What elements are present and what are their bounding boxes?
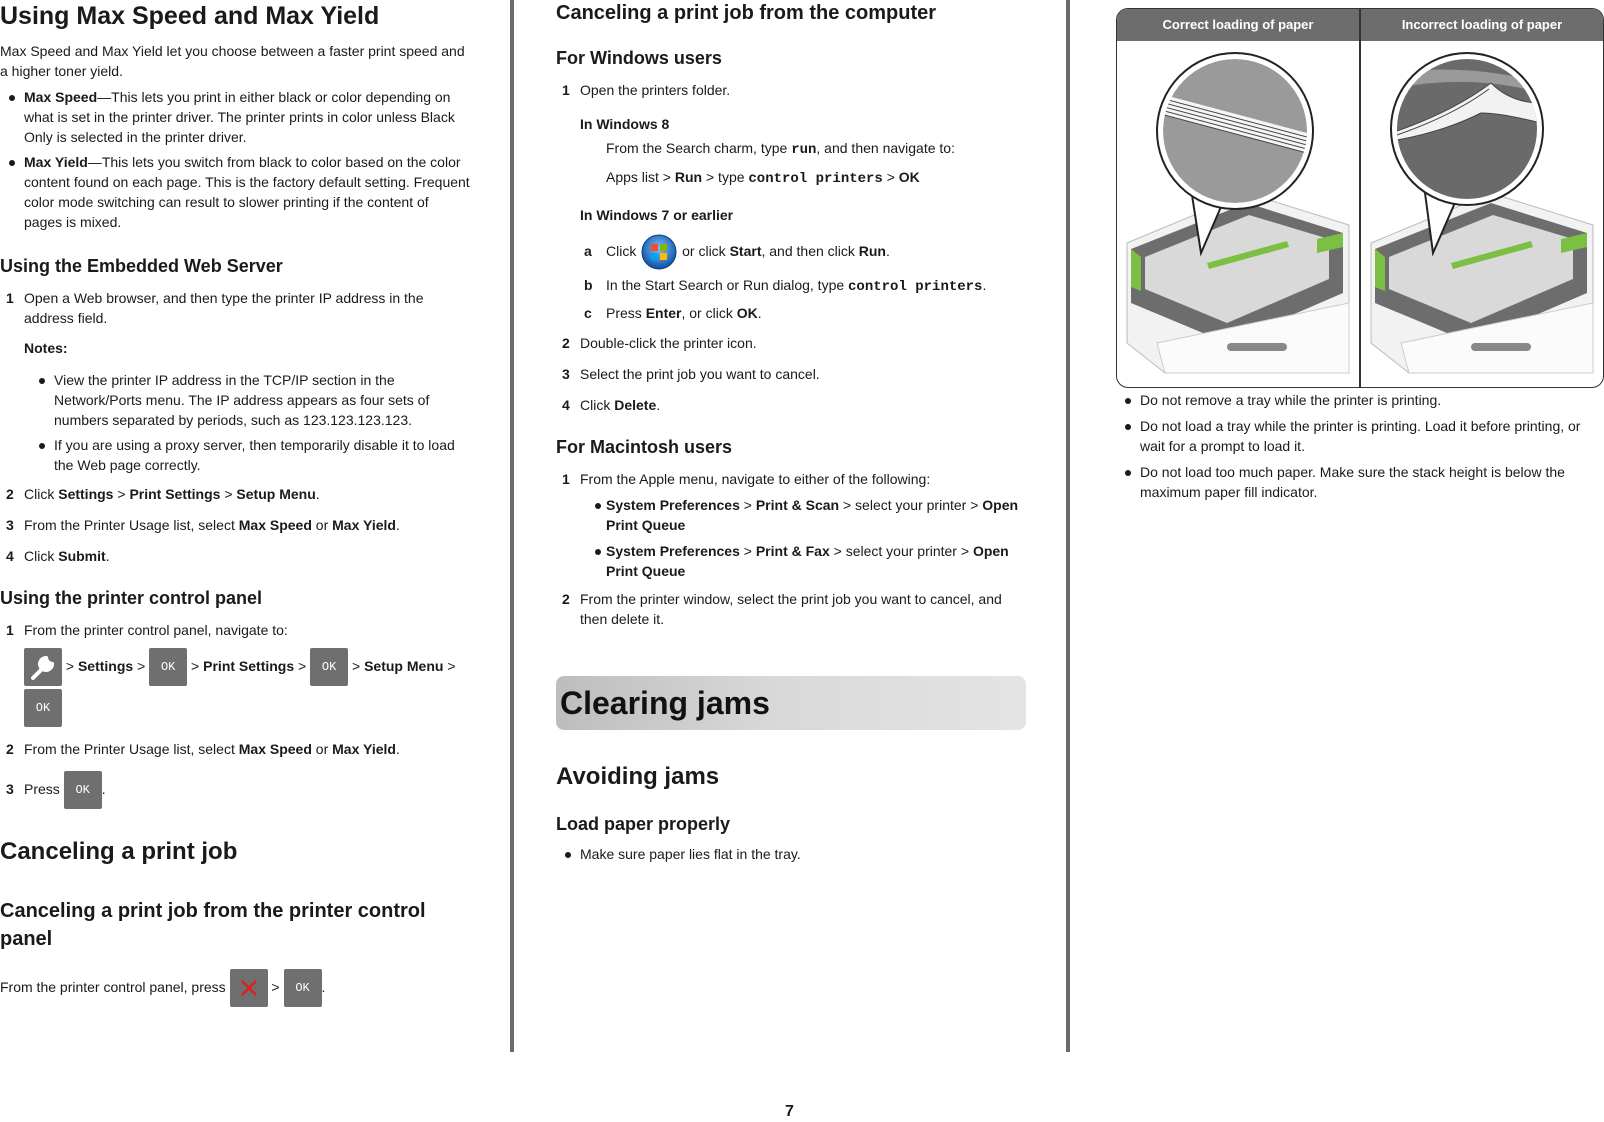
stop-x-icon: [230, 969, 268, 1007]
windows-7-label: In Windows 7 or earlier: [580, 207, 734, 223]
bullet-no-overfill: Do not load too much paper. Make sure the stack height is below the maximum paper fill indicator.: [1116, 462, 1586, 502]
bullet-paper-flat: Make sure paper lies flat in the tray.: [556, 844, 1026, 864]
ok-button-icon: OK: [310, 648, 348, 686]
bullet-no-load-tray: Do not load a tray while the printer is printing. Load it before printing, or wait for a prompt to load it.: [1116, 416, 1586, 456]
ews-step-3: 3 From the Printer Usage list, select Max Speed or Max Yield.: [6, 517, 400, 533]
windows-8-line-2: Apps list > Run > type control printers > OK: [606, 169, 920, 187]
win-step-3: 3 Select the print job you want to cancel.: [562, 366, 820, 383]
mac-step-2: 2 From the printer window, select the print job you want to cancel, and then delete it.: [562, 591, 1002, 628]
heading-max-speed-yield: Using Max Speed and Max Yield: [0, 2, 380, 30]
win-step-2: 2 Double-click the printer icon.: [562, 335, 757, 352]
win-step-1: 1 Open the printers folder.: [562, 82, 731, 98]
cp-nav-path: > Settings > OK > Print Settings > OK > Setup Menu > OK: [0, 646, 470, 727]
cancel-cp-text: From the printer control panel, press > OK .: [0, 967, 470, 1007]
intro-paragraph: Max Speed and Max Yield let you choose between a faster print speed and a higher toner yield.: [0, 43, 465, 79]
cp-step-2: 2 From the Printer Usage list, select Max Speed or Max Yield.: [6, 740, 400, 757]
bullet-max-yield: Max Yield—This lets you switch from black to color based on the color content found on each page. This is the factory default setting. Frequent color mode switching can result to slower printing if the content of pages is mixed.: [0, 152, 470, 232]
column-left: [0, 0, 470, 1007]
cp-step-1: 1 From the printer control panel, navigate to:: [6, 622, 288, 638]
heading-macintosh-users: For Macintosh users: [556, 437, 733, 458]
heading-cancel-from-computer: Canceling a print job from the computer: [556, 2, 937, 24]
note-2: If you are using a proxy server, then temporarily disable it to load the Web page correctly.: [0, 435, 470, 475]
heading-embedded-web-server: Using the Embedded Web Server: [0, 256, 283, 276]
ews-step-4: 4 Click Submit.: [6, 548, 110, 564]
wrench-icon: [24, 648, 62, 686]
ok-button-icon: OK: [284, 969, 322, 1007]
ews-step-2: 2 Click Settings > Print Settings > Setup Menu.: [6, 486, 320, 502]
section-banner-clearing-jams: Clearing jams: [556, 676, 1026, 730]
ok-button-icon: OK: [64, 771, 102, 809]
paper-loading-figure: [1116, 8, 1604, 388]
column-divider-left: [510, 0, 514, 1052]
note-1: View the printer IP address in the TCP/IP section in the Network/Ports menu. The IP address appears as four sets of numbers separated by periods, such as 123.123.123.123.: [0, 370, 470, 430]
page-number: 7: [785, 1103, 794, 1120]
mac-step-1: 1 From the Apple menu, navigate to either of the following:: [562, 471, 931, 488]
ews-step-1: 1 Open a Web browser, and then type the printer IP address in the address field.: [6, 290, 424, 326]
windows-8-line-1: From the Search charm, type run, and then navigate to:: [606, 140, 955, 158]
windows-8-label: In Windows 8: [580, 116, 670, 132]
incorrect-loading-illustration: [1361, 43, 1603, 387]
win7-step-a: a Click or click Start, and then click Run.: [556, 231, 1026, 271]
bullet-no-remove-tray: Do not remove a tray while the printer is printing.: [1116, 390, 1586, 410]
ok-button-icon: OK: [149, 648, 187, 686]
win7-step-c: c Press Enter, or click OK.: [584, 305, 762, 322]
figure-header-incorrect: Incorrect loading of paper: [1361, 9, 1603, 41]
heading-load-paper-properly: Load paper properly: [556, 814, 731, 834]
ok-button-icon: OK: [24, 689, 62, 727]
heading-cancel-from-control-panel: Canceling a print job from the printer control panel: [0, 899, 426, 950]
heading-control-panel: Using the printer control panel: [0, 588, 263, 608]
mac-option-print-fax: System Preferences > Print & Fax > select your printer > Open Print Queue: [556, 541, 1026, 581]
windows-start-orb-icon: [640, 233, 678, 271]
win-step-4: 4 Click Delete.: [562, 397, 661, 414]
cp-step-3: 3 Press OK .: [0, 769, 470, 809]
heading-canceling-print-job: Canceling a print job: [0, 837, 238, 865]
heading-windows-users: For Windows users: [556, 48, 722, 68]
heading-avoiding-jams: Avoiding jams: [556, 763, 720, 790]
figure-header-correct: Correct loading of paper: [1117, 9, 1359, 41]
column-right-text: [1116, 390, 1586, 502]
column-divider-right: [1066, 0, 1070, 1052]
notes-label: Notes:: [24, 340, 68, 356]
bullet-max-speed: Max Speed—This lets you print in either black or color depending on what is set in the printer driver. The printer prints in color unless Black Only is selected in the printer driver.: [0, 87, 470, 147]
mac-option-print-scan: System Preferences > Print & Scan > select your printer > Open Print Queue: [556, 495, 1026, 535]
win7-step-b: b In the Start Search or Run dialog, type control printers.: [584, 277, 987, 296]
correct-loading-illustration: [1117, 43, 1359, 387]
